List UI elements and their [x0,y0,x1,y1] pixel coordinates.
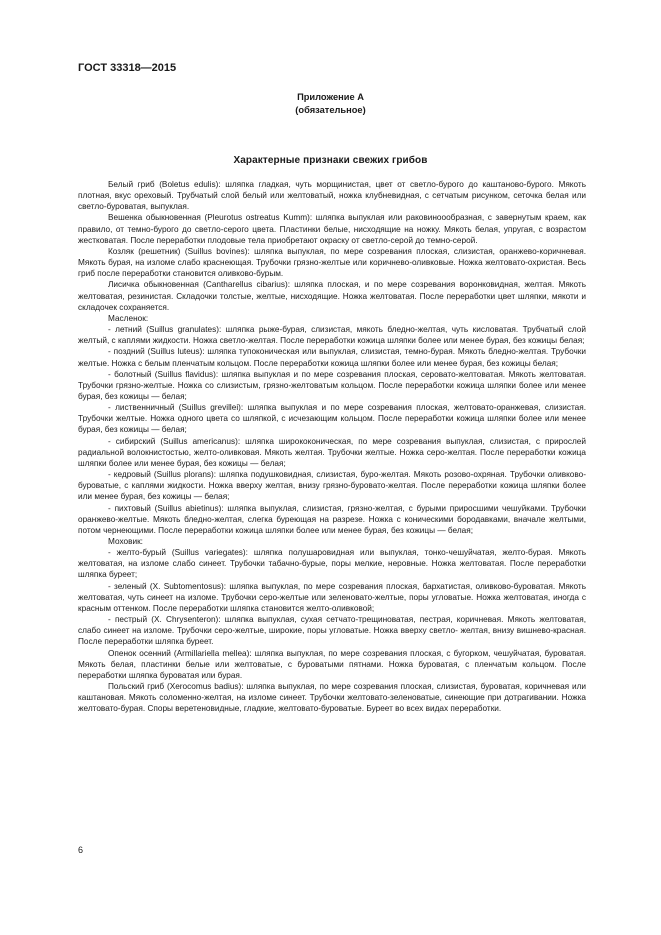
paragraph: - пестрый (X. Chrysenteron): шляпка выпуклая, сухая сетчато-трещиноватая, пестрая, коричневая. Мякоть желтоватая, слабо синеет на изломе. Трубочки серо-желтые, широкие, поры угловатые. Ножка вверху светло- желтая, внизу вишнево-красная. После переработки шляпка буреет. [78,615,586,647]
paragraph: Масленок: [108,313,149,323]
paragraph: - болотный (Suillus flavidus): шляпка выпуклая и по мере созревания плоская, серовато-желтоватая. Мякоть желтоватая. Трубочки грязно-желтые. Ножка со слизистым, грязно-желтоватым кольцом. После переработки кожица шляпки более или менее бурая, без кожицы — белая; [78,369,586,401]
paragraph: Лисичка обыкновенная (Cantharellus cibarius): шляпка плоская, и по мере созревания воронковидная, желтая. Мякоть желтоватая, резинистая. Складочки толстые, желтые, нисходящие. Ножка желтоватая. После переработки цвет шляпки, мякоти и складочек сохраняется. [78,280,586,312]
paragraph: Опенок осенний (Armillariella mellea): шляпка выпуклая, по мере созревания плоская, с бугорком, чешуйчатая, буроватая. Мякоть белая, пластинки белые или желтоватые, с буроватыми пятнами. Ножка буроватая, с пленчатым кольцом. После переработки шляпка буроватая или бурая. [78,648,586,680]
doc-code: ГОСТ 33318—2015 [78,62,177,74]
paragraph: - желто-бурый (Suillus variegates): шляпка полушаровидная или выпуклая, тонко-чешуйчатая, желто-бурая. Мякоть желтоватая, на изломе слабо синеет. Трубочки табачно-бурые, поры мелкие, неровные. Ножка желтоватая. После переработки шляпка буреет; [78,548,586,580]
paragraph: - зеленый (X. Subtomentosus): шляпка выпуклая, по мере созревания плоская, бархатистая, оливково-буроватая. Мякоть желтоватая, чуть синеет на изломе. Трубочки серо-желтые или зеленовато-желтые, поры угловатые. Ножка желтоватая, иногда с красным оттенком. После переработки шляпка становится желто-оливковой; [78,581,586,613]
paragraph: Белый гриб (Boletus edulis): шляпка гладкая, чуть морщинистая, цвет от светло-бурого до каштаново-бурого. Мякоть плотная, вкус ореховый. Трубчатый слой белый или желтоватый, ножка клубневидная, с сетчатым рисунком, сеточка белая или светло-буроватая, выпуклая. [78,180,586,212]
paragraph: - лиственничный (Suillus grevillei): шляпка выпуклая и по мере созревания плоская, желтовато-оранжевая, слизистая. Трубочки желтые. Ножка одного цвета со шляпкой, с исчезающим кольцом. После переработки кожица шляпки более или менее бурая, без кожицы — белая; [78,403,586,435]
paragraph: Козляк (решетник) (Suillus bovines): шляпка выпуклая, по мере созревания плоская, слизистая, оранжево-коричневая. Мякоть бурая, на изломе слабо краснеющая. Трубочки грязно-желтые или коричнево-оливковые. Ножка желтовато-охристая. Весь гриб после переработки становится оливково-бурым. [78,246,586,279]
paragraph: - сибирский (Suillus americanus): шляпка ширококоническая, по мере созревания выпуклая, слизистая, с прирослей радиальной волокнистостью, желто-оливковая. Мякоть желтая. Трубочки желтые. Ножка серо-желтая. После переработки кожица шляпки более или менее бурая, без кожицы — белая; [78,436,586,468]
paragraph: Польский гриб (Xerocomus badius): шляпка выпуклая, по мере созревания плоская, слизистая, буроватая, коричневая или каштановая. Мякоть соломенно-желтая, на изломе синеет. Трубочки желтовато-зеленоватые, синеющие при дотрагивании. Ножка желтовато-бурая. Споры веретеновидные, гладкие, желтовато-буроватые. Буреет во всех видах переработки. [78,682,586,714]
appendix-status: (обязательное) [295,105,366,115]
paragraph: - летний (Suillus granulates): шляпка рыже-бурая, слизистая, мякоть бледно-желтая, чуть кисловатая. Трубчатый слой желтый, с каплями жидкости. Ножка светло-желтая. После переработки кожица шляпки более или менее бурая, без кожицы белая; [78,325,586,346]
paragraph: - пихтовый (Suillus abietinus): шляпка выпуклая, слизистая, грязно-желтая, с бурыми приросшими чешуйками. Трубочки оранжево-желтые. Мякоть бледно-желтая, слегка буреющая на разрезе. Ножка с коническими бородавками, вначале желтыми, потом чернеющими. После переработки кожица шляпки более или менее бурая, без кожицы — белая; [78,503,586,535]
paragraph: - кедровый (Suillus plorans): шляпка подушковидная, слизистая, буро-желтая. Мякоть розово-охряная. Трубочки оливково-буроватые, с каплями жидкости. Ножка вверху желтая, внизу грязно-буровато-желтая. После переработки кожица шляпки более или менее бурая, без кожицы — белая; [78,470,586,502]
page-number: 6 [78,845,84,855]
paragraph: Вешенка обыкновенная (Pleurotus ostreatus Kumm): шляпка выпуклая или раковиноообразная, с завернутым краем, как правило, от темно-бурого до светло-серого цвета. Пластинки белые, нисходящие на ножку. Мякоть белая, упругая, с возрастом жестковатая. После переработки плодовые тела приобретают окраску от светло-серой до темно-серой. [78,213,586,245]
section-title: Характерные признаки свежих грибов [233,155,428,166]
appendix-heading [0,91,661,117]
paragraph: Моховик: [108,537,143,546]
body-text [78,179,586,715]
paragraph: - поздний (Suillus luteus): шляпка тупоконическая или выпуклая, слизистая, темно-бурая. Мякоть бледно-желтая. Трубочки желтые. Ножка с белым пленчатым кольцом. После переработки кожица шляпки более или менее бурая, без кожицы белая; [78,347,586,368]
appendix-title: Приложение А [297,92,364,102]
